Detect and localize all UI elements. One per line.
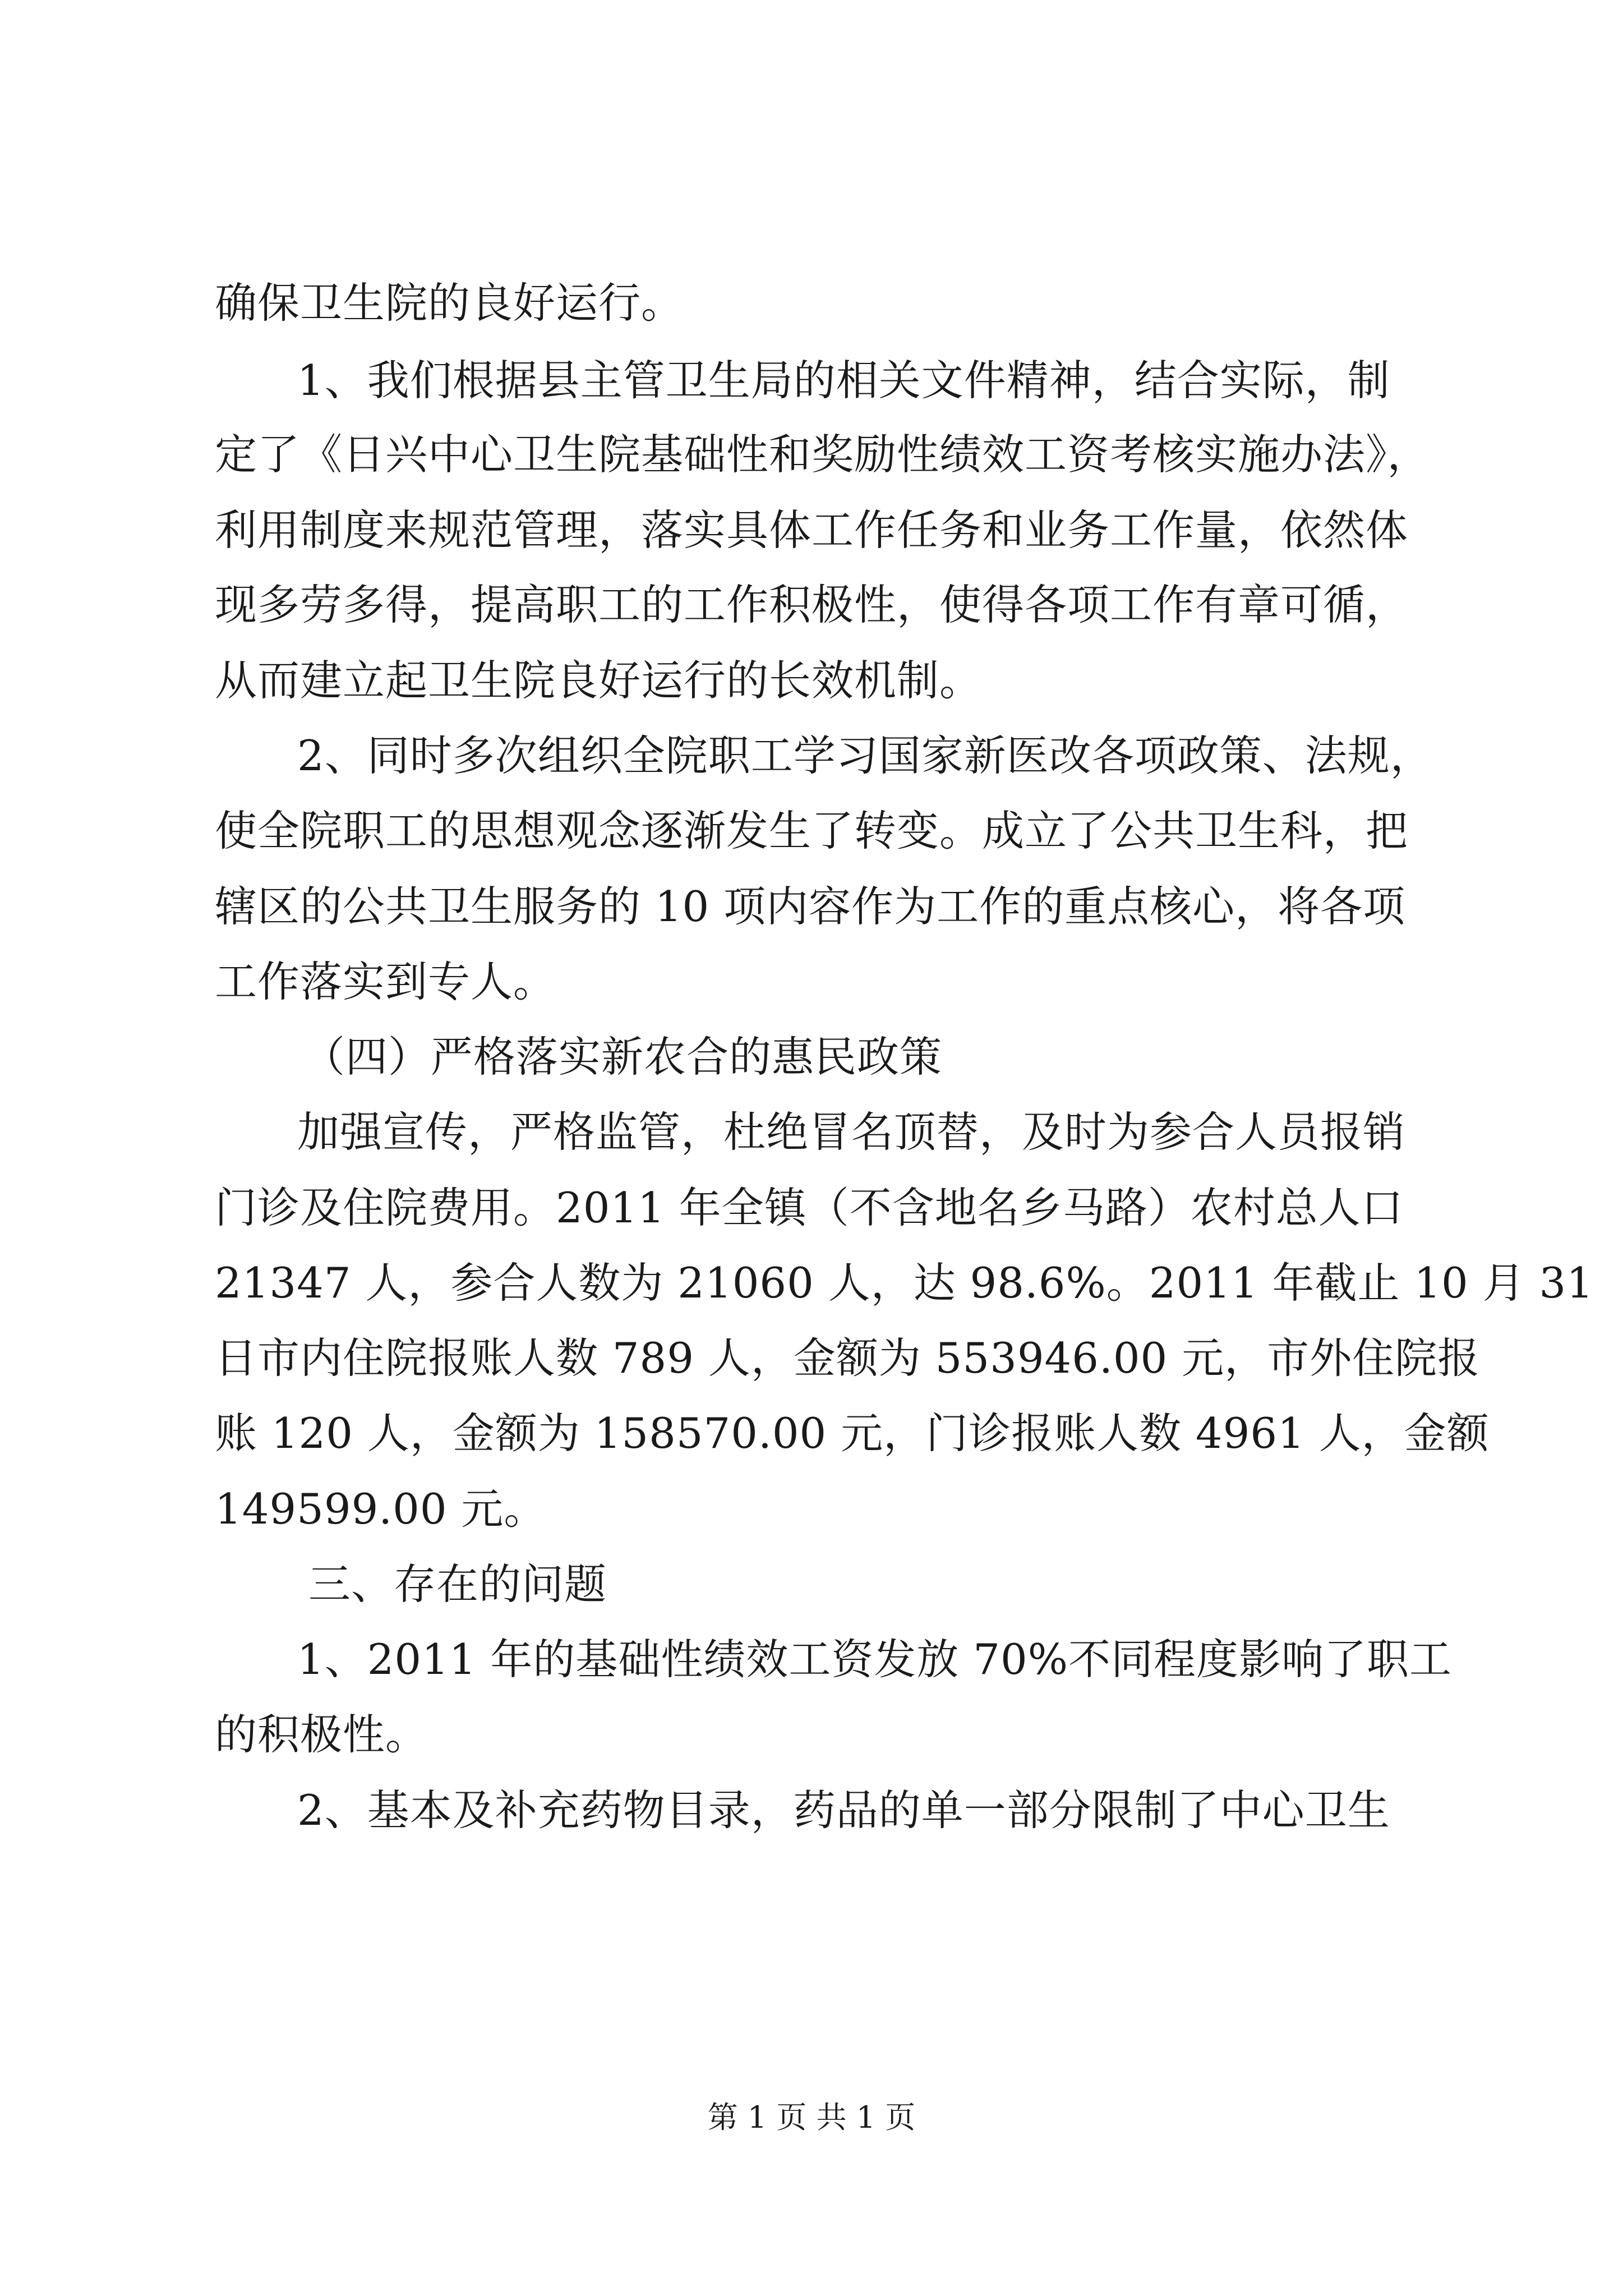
text-line: 1、我们根据县主管卫生局的相关文件精神，结合实际，制: [297, 356, 1390, 405]
text-line: 确保卫生院的良好运行。: [215, 278, 684, 328]
text-line: 日市内住院报账人数 789 人，金额为 553946.00 元，市外住院报: [215, 1333, 1481, 1383]
text-line: 账 120 人，金额为 158570.00 元，门诊报账人数 4961 人，金额: [215, 1409, 1490, 1458]
text-line: 定了《日兴中心卫生院基础性和奖励性绩效工资考核实施办法》，: [215, 430, 1430, 479]
text-line: 2、基本及补充药物目录，药品的单一部分限制了中心卫生: [297, 1786, 1390, 1835]
text-line: 使全院职工的思想观念逐渐发生了转变。成立了公共卫生科，把: [215, 806, 1409, 855]
text-line: 1、2011 年的基础性绩效工资发放 70%不同程度影响了职工: [297, 1635, 1452, 1684]
text-line: 21347 人，参合人数为 21060 人，达 98.6%。2011 年截止 10 月 31: [215, 1258, 1594, 1308]
text-line: 2、同时多次组织全院职工学习国家新医改各项政策、法规，: [297, 731, 1433, 780]
text-line: 门诊及住院费用。2011 年全镇（不含地名乡马路）农村总人口: [215, 1183, 1404, 1232]
text-line: 利用制度来规范管理，落实具体工作任务和业务工作量，依然体: [215, 505, 1409, 555]
text-line: 现多劳多得，提高职工的工作积极性，使得各项工作有章可循，: [215, 580, 1409, 629]
text-line: 从而建立起卫生院良好运行的长效机制。: [215, 656, 983, 705]
text-line: 的积极性。: [215, 1710, 428, 1759]
text-line: 工作落实到专人。: [215, 957, 556, 1006]
text-line: 加强宣传，严格监管，杜绝冒名顶替，及时为参合人员报销: [297, 1107, 1406, 1157]
section-heading: （四）严格落实新农合的惠民政策: [303, 1032, 943, 1082]
text-line: 149599.00 元。: [215, 1484, 547, 1534]
page-footer: 第 1 页 共 1 页: [707, 2100, 916, 2135]
text-line: 辖区的公共卫生服务的 10 项内容作为工作的重点核心，将各项: [215, 882, 1406, 931]
section-heading: 三、存在的问题: [308, 1559, 607, 1609]
